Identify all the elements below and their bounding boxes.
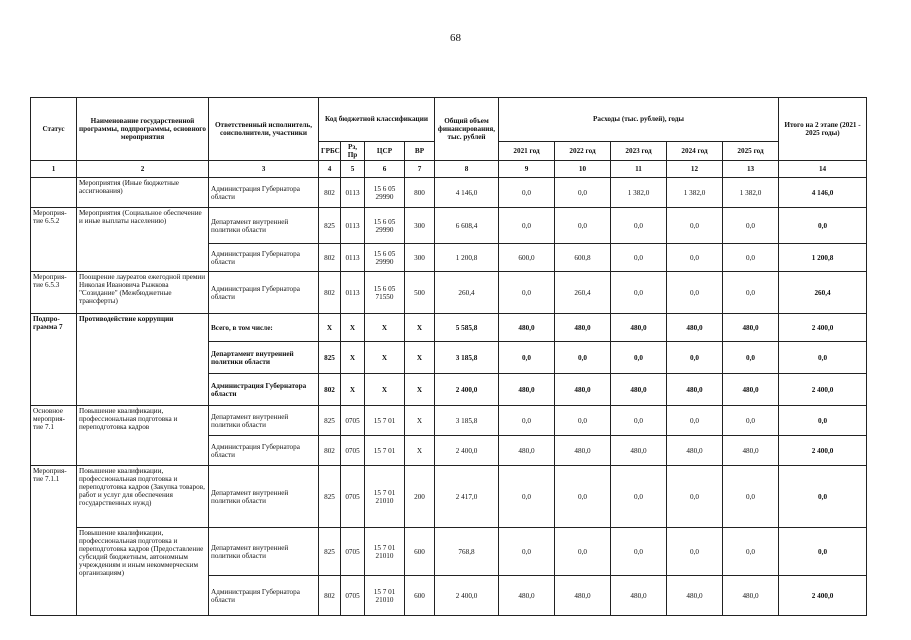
grbs-cell: 802 <box>319 178 341 208</box>
csr-cell: 15 6 05 71550 <box>365 272 405 314</box>
header-executor: Ответственный исполнитель, соисполнители, участники <box>209 98 319 161</box>
y2024-cell: 0,0 <box>667 406 723 436</box>
status-cell: Мероприя-тие 7.1.1 <box>31 466 77 616</box>
col-number: 8 <box>435 161 499 178</box>
status-cell <box>31 178 77 208</box>
name-cell: Мероприятия (Социальное обеспечение и иные выплаты населению) <box>77 208 209 272</box>
rzpr-cell: Х <box>341 314 365 342</box>
status-cell: Мероприя-тие 6.5.3 <box>31 272 77 314</box>
total-cell: 3 185,8 <box>435 406 499 436</box>
y2023-cell: 0,0 <box>611 528 667 576</box>
page-number: 68 <box>450 32 461 44</box>
y2021-cell: 0,0 <box>499 406 555 436</box>
total-cell: 5 585,8 <box>435 314 499 342</box>
executor-cell: Департамент внутренней политики области <box>209 528 319 576</box>
vr-cell: Х <box>405 374 435 406</box>
col-number: 4 <box>319 161 341 178</box>
itogo-cell: 2 400,0 <box>779 314 867 342</box>
y2022-cell: 0,0 <box>555 466 611 528</box>
executor-cell: Администрация Губернатора области <box>209 244 319 272</box>
table-row <box>31 272 867 314</box>
vr-cell: 800 <box>405 178 435 208</box>
rzpr-cell: 0705 <box>341 436 365 466</box>
y2023-cell: 0,0 <box>611 406 667 436</box>
name-cell: Повышение квалификации, профессиональная подготовка и переподготовка кадров (Предоставление субсидий бюджетным, автономным учреждениям и иным некоммерческим организациям) <box>77 528 209 616</box>
y2025-cell: 0,0 <box>723 244 779 272</box>
total-cell: 768,8 <box>435 528 499 576</box>
col-number: 7 <box>405 161 435 178</box>
y2023-cell: 0,0 <box>611 208 667 244</box>
vr-cell: 200 <box>405 466 435 528</box>
itogo-cell: 0,0 <box>779 466 867 528</box>
budget-table <box>30 97 867 616</box>
executor-cell: Администрация Губернатора области <box>209 178 319 208</box>
y2024-cell: 1 382,0 <box>667 178 723 208</box>
vr-cell: 600 <box>405 576 435 616</box>
column-numbers-row <box>31 161 867 178</box>
status-cell: Подпро-грамма 7 <box>31 314 77 406</box>
y2025-cell: 480,0 <box>723 576 779 616</box>
executor-cell: Департамент внутренней политики области <box>209 406 319 436</box>
header-2024: 2024 год <box>667 142 723 161</box>
grbs-cell: 825 <box>319 528 341 576</box>
vr-cell: 300 <box>405 208 435 244</box>
grbs-cell: 802 <box>319 374 341 406</box>
vr-cell: Х <box>405 436 435 466</box>
y2025-cell: 480,0 <box>723 436 779 466</box>
col-number: 13 <box>723 161 779 178</box>
itogo-cell: 2 400,0 <box>779 374 867 406</box>
header-vr: ВР <box>405 142 435 161</box>
executor-cell: Всего, в том числе: <box>209 314 319 342</box>
itogo-cell: 1 200,8 <box>779 244 867 272</box>
itogo-cell: 260,4 <box>779 272 867 314</box>
table-row <box>31 314 867 342</box>
col-number: 6 <box>365 161 405 178</box>
y2021-cell: 480,0 <box>499 314 555 342</box>
csr-cell: Х <box>365 374 405 406</box>
y2023-cell: 480,0 <box>611 374 667 406</box>
table-row <box>31 528 867 576</box>
y2023-cell: 480,0 <box>611 436 667 466</box>
y2021-cell: 0,0 <box>499 466 555 528</box>
csr-cell: 15 7 01 21010 <box>365 466 405 528</box>
header-expenses: Расходы (тыс. рублей), годы <box>499 98 779 142</box>
y2025-cell: 1 382,0 <box>723 178 779 208</box>
executor-cell: Департамент внутренней политики области <box>209 466 319 528</box>
y2023-cell: 0,0 <box>611 272 667 314</box>
rzpr-cell: 0705 <box>341 576 365 616</box>
header-grbs: ГРБС <box>319 142 341 161</box>
executor-cell: Администрация Губернатора области <box>209 374 319 406</box>
y2024-cell: 0,0 <box>667 244 723 272</box>
vr-cell: Х <box>405 342 435 374</box>
y2024-cell: 0,0 <box>667 208 723 244</box>
grbs-cell: 825 <box>319 342 341 374</box>
csr-cell: 15 6 05 29990 <box>365 208 405 244</box>
itogo-cell: 2 400,0 <box>779 576 867 616</box>
vr-cell: 300 <box>405 244 435 272</box>
y2022-cell: 480,0 <box>555 576 611 616</box>
vr-cell: Х <box>405 406 435 436</box>
header-csr: ЦСР <box>365 142 405 161</box>
csr-cell: Х <box>365 314 405 342</box>
header-rzpr: Рз, Пр <box>341 142 365 161</box>
itogo-cell: 2 400,0 <box>779 436 867 466</box>
col-number: 2 <box>77 161 209 178</box>
vr-cell: 600 <box>405 528 435 576</box>
header-2021: 2021 год <box>499 142 555 161</box>
table-row <box>31 406 867 436</box>
header-total-volume: Общий объем финансирования, тыс. рублей <box>435 98 499 161</box>
y2021-cell: 480,0 <box>499 436 555 466</box>
y2022-cell: 480,0 <box>555 374 611 406</box>
header-status: Статус <box>31 98 77 161</box>
y2023-cell: 480,0 <box>611 314 667 342</box>
total-cell: 2 400,0 <box>435 436 499 466</box>
rzpr-cell: Х <box>341 342 365 374</box>
itogo-cell: 4 146,0 <box>779 178 867 208</box>
name-cell: Повышение квалификации, профессиональная подготовка и переподготовка кадров (Закупка товаров, работ и услуг для обеспечения государственных нужд) <box>77 466 209 528</box>
y2024-cell: 0,0 <box>667 528 723 576</box>
header-budget-code: Код бюджетной классификации <box>319 98 435 142</box>
grbs-cell: 802 <box>319 436 341 466</box>
total-cell: 6 608,4 <box>435 208 499 244</box>
table-row <box>31 466 867 528</box>
rzpr-cell: 0705 <box>341 466 365 528</box>
y2024-cell: 0,0 <box>667 342 723 374</box>
executor-cell: Департамент внутренней политики области <box>209 208 319 244</box>
total-cell: 1 200,8 <box>435 244 499 272</box>
rzpr-cell: 0113 <box>341 208 365 244</box>
header-name: Наименование государственной программы, подпрограммы, основного мероприятия <box>77 98 209 161</box>
y2023-cell: 480,0 <box>611 576 667 616</box>
csr-cell: 15 7 01 21010 <box>365 528 405 576</box>
grbs-cell: 802 <box>319 272 341 314</box>
grbs-cell: Х <box>319 314 341 342</box>
header-2025: 2025 год <box>723 142 779 161</box>
executor-cell: Администрация Губернатора области <box>209 576 319 616</box>
y2022-cell: 0,0 <box>555 178 611 208</box>
header-2022: 2022 год <box>555 142 611 161</box>
y2025-cell: 0,0 <box>723 208 779 244</box>
header-row <box>31 98 867 142</box>
y2022-cell: 0,0 <box>555 406 611 436</box>
y2021-cell: 0,0 <box>499 208 555 244</box>
y2021-cell: 600,0 <box>499 244 555 272</box>
col-number: 3 <box>209 161 319 178</box>
col-number: 12 <box>667 161 723 178</box>
header-itogo: Итого на 2 этапе (2021 - 2025 годы) <box>779 98 867 161</box>
y2023-cell: 0,0 <box>611 342 667 374</box>
table-row <box>31 208 867 244</box>
y2023-cell: 0,0 <box>611 466 667 528</box>
name-cell: Поощрение лауреатов ежегодной премии Николая Ивановича Рыжкова "Созидание" (Межбюджетные трансферты) <box>77 272 209 314</box>
total-cell: 3 185,8 <box>435 342 499 374</box>
y2022-cell: 260,4 <box>555 272 611 314</box>
col-number: 9 <box>499 161 555 178</box>
y2024-cell: 480,0 <box>667 576 723 616</box>
col-number: 14 <box>779 161 867 178</box>
itogo-cell: 0,0 <box>779 208 867 244</box>
executor-cell: Администрация Губернатора области <box>209 436 319 466</box>
total-cell: 2 417,0 <box>435 466 499 528</box>
y2023-cell: 1 382,0 <box>611 178 667 208</box>
rzpr-cell: 0113 <box>341 178 365 208</box>
itogo-cell: 0,0 <box>779 342 867 374</box>
y2022-cell: 480,0 <box>555 436 611 466</box>
y2022-cell: 0,0 <box>555 208 611 244</box>
csr-cell: Х <box>365 342 405 374</box>
y2024-cell: 480,0 <box>667 314 723 342</box>
grbs-cell: 825 <box>319 208 341 244</box>
itogo-cell: 0,0 <box>779 528 867 576</box>
grbs-cell: 802 <box>319 244 341 272</box>
executor-cell: Администрация Губернатора области <box>209 272 319 314</box>
y2022-cell: 600,8 <box>555 244 611 272</box>
total-cell: 2 400,0 <box>435 576 499 616</box>
y2024-cell: 480,0 <box>667 374 723 406</box>
rzpr-cell: 0705 <box>341 528 365 576</box>
col-number: 1 <box>31 161 77 178</box>
y2022-cell: 480,0 <box>555 314 611 342</box>
y2021-cell: 480,0 <box>499 576 555 616</box>
col-number: 5 <box>341 161 365 178</box>
y2025-cell: 0,0 <box>723 466 779 528</box>
y2025-cell: 480,0 <box>723 314 779 342</box>
status-cell: Мероприя-тие 6.5.2 <box>31 208 77 272</box>
y2024-cell: 0,0 <box>667 466 723 528</box>
total-cell: 4 146,0 <box>435 178 499 208</box>
y2025-cell: 0,0 <box>723 528 779 576</box>
grbs-cell: 825 <box>319 406 341 436</box>
y2024-cell: 480,0 <box>667 436 723 466</box>
table-row <box>31 178 867 208</box>
y2025-cell: 0,0 <box>723 342 779 374</box>
total-cell: 2 400,0 <box>435 374 499 406</box>
y2024-cell: 0,0 <box>667 272 723 314</box>
status-cell: Основное мероприя-тие 7.1 <box>31 406 77 466</box>
y2022-cell: 0,0 <box>555 528 611 576</box>
executor-cell: Департамент внутренней политики области <box>209 342 319 374</box>
col-number: 10 <box>555 161 611 178</box>
rzpr-cell: 0113 <box>341 272 365 314</box>
csr-cell: 15 7 01 <box>365 436 405 466</box>
y2021-cell: 0,0 <box>499 342 555 374</box>
y2025-cell: 0,0 <box>723 406 779 436</box>
y2021-cell: 0,0 <box>499 272 555 314</box>
y2021-cell: 0,0 <box>499 178 555 208</box>
col-number: 11 <box>611 161 667 178</box>
grbs-cell: 825 <box>319 466 341 528</box>
rzpr-cell: 0705 <box>341 406 365 436</box>
csr-cell: 15 7 01 21010 <box>365 576 405 616</box>
csr-cell: 15 6 05 29990 <box>365 178 405 208</box>
vr-cell: Х <box>405 314 435 342</box>
name-cell: Мероприятия (Иные бюджетные ассигнования) <box>77 178 209 208</box>
y2023-cell: 0,0 <box>611 244 667 272</box>
name-cell: Повышение квалификации, профессиональная подготовка и переподготовка кадров <box>77 406 209 466</box>
header-2023: 2023 год <box>611 142 667 161</box>
total-cell: 260,4 <box>435 272 499 314</box>
csr-cell: 15 7 01 <box>365 406 405 436</box>
csr-cell: 15 6 05 29990 <box>365 244 405 272</box>
y2025-cell: 480,0 <box>723 374 779 406</box>
y2021-cell: 0,0 <box>499 528 555 576</box>
vr-cell: 500 <box>405 272 435 314</box>
name-cell: Противодействие коррупции <box>77 314 209 406</box>
y2021-cell: 480,0 <box>499 374 555 406</box>
y2022-cell: 0,0 <box>555 342 611 374</box>
y2025-cell: 0,0 <box>723 272 779 314</box>
rzpr-cell: 0113 <box>341 244 365 272</box>
rzpr-cell: Х <box>341 374 365 406</box>
itogo-cell: 0,0 <box>779 406 867 436</box>
grbs-cell: 802 <box>319 576 341 616</box>
